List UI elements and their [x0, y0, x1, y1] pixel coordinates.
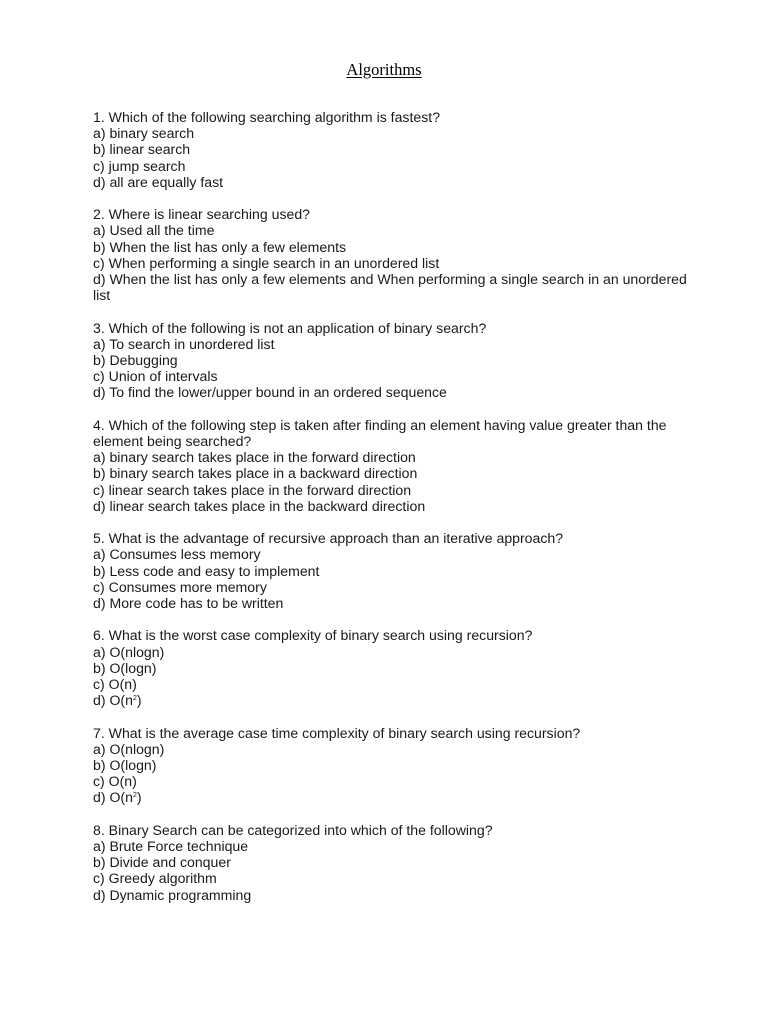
answer-option: b) When the list has only a few elements: [93, 238, 347, 255]
answer-option: a) Used all the time: [93, 222, 215, 239]
question-stem: 6. What is the worst case complexity of binary search using recursion?: [93, 627, 533, 644]
answer-option: [93, 789, 693, 805]
answer-option: c) When performing a single search in an unordered list: [93, 254, 440, 271]
answer-option: b) Debugging: [93, 352, 178, 369]
answer-option: c) jump search: [93, 157, 186, 174]
answer-option: a) O(nlogn): [93, 643, 165, 660]
answer-option: d) linear search takes place in the backward direction: [93, 497, 426, 514]
answer-option: b) Divide and conquer: [93, 854, 231, 871]
superscript: 2: [132, 792, 137, 800]
answer-option: b) Less code and easy to implement: [93, 562, 320, 579]
answer-option-text: ): [136, 789, 142, 806]
answer-option: [93, 692, 693, 708]
answer-option: d) all are equally fast: [93, 173, 224, 190]
question-stem: 3. Which of the following is not an application of binary search?: [93, 319, 487, 336]
document-title: Algorithms: [346, 60, 422, 79]
answer-option: a) Brute Force technique: [93, 838, 249, 855]
question-list: [93, 109, 693, 919]
answer-option: b) binary search takes place in a backward direction: [93, 465, 418, 482]
answer-option: b) O(logn): [93, 757, 157, 774]
answer-option-text: ): [136, 692, 142, 709]
question-stem: 1. Which of the following searching algorithm is fastest?: [93, 109, 441, 125]
answer-option-text: d) O(n: [93, 789, 133, 806]
question-8: [93, 822, 693, 903]
superscript: 2: [132, 695, 137, 703]
question-5: [93, 530, 693, 611]
question-stem: 2. Where is linear searching used?: [93, 206, 311, 223]
answer-option: c) Greedy algorithm: [93, 870, 217, 887]
question-2: [93, 206, 693, 303]
question-7: [93, 725, 693, 806]
answer-option: d) More code has to be written: [93, 595, 284, 612]
answer-option: b) linear search: [93, 141, 191, 158]
question-stem: 5. What is the advantage of recursive approach than an iterative approach?: [93, 530, 564, 547]
answer-option: c) linear search takes place in the forward direction: [93, 481, 412, 498]
question-3: [93, 320, 693, 401]
answer-option-text: d) O(n: [93, 692, 133, 709]
question-stem: 4. Which of the following step is taken after finding an element having value greater than the element being searched?: [93, 416, 667, 450]
question-6: [93, 627, 693, 708]
answer-option: d) When the list has only a few elements and When performing a single search in an unordered list: [93, 271, 687, 304]
question-1: [93, 109, 693, 190]
answer-option: d) Dynamic programming: [93, 886, 252, 903]
answer-option: a) To search in unordered list: [93, 335, 275, 352]
answer-option: c) O(n): [93, 773, 137, 790]
question-4: [93, 417, 693, 514]
answer-option: a) binary search: [93, 125, 195, 142]
answer-option: c) Union of intervals: [93, 368, 218, 385]
answer-option: c) O(n): [93, 676, 137, 693]
answer-option: a) O(nlogn): [93, 740, 165, 757]
question-stem: 8. Binary Search can be categorized into which of the following?: [93, 821, 493, 838]
answer-option: d) To find the lower/upper bound in an ordered sequence: [93, 384, 447, 401]
answer-option: b) O(logn): [93, 659, 157, 676]
answer-option: a) Consumes less memory: [93, 546, 261, 563]
answer-option: c) Consumes more memory: [93, 578, 267, 595]
question-stem: 7. What is the average case time complexity of binary search using recursion?: [93, 724, 581, 741]
answer-option: a) binary search takes place in the forward direction: [93, 449, 416, 466]
